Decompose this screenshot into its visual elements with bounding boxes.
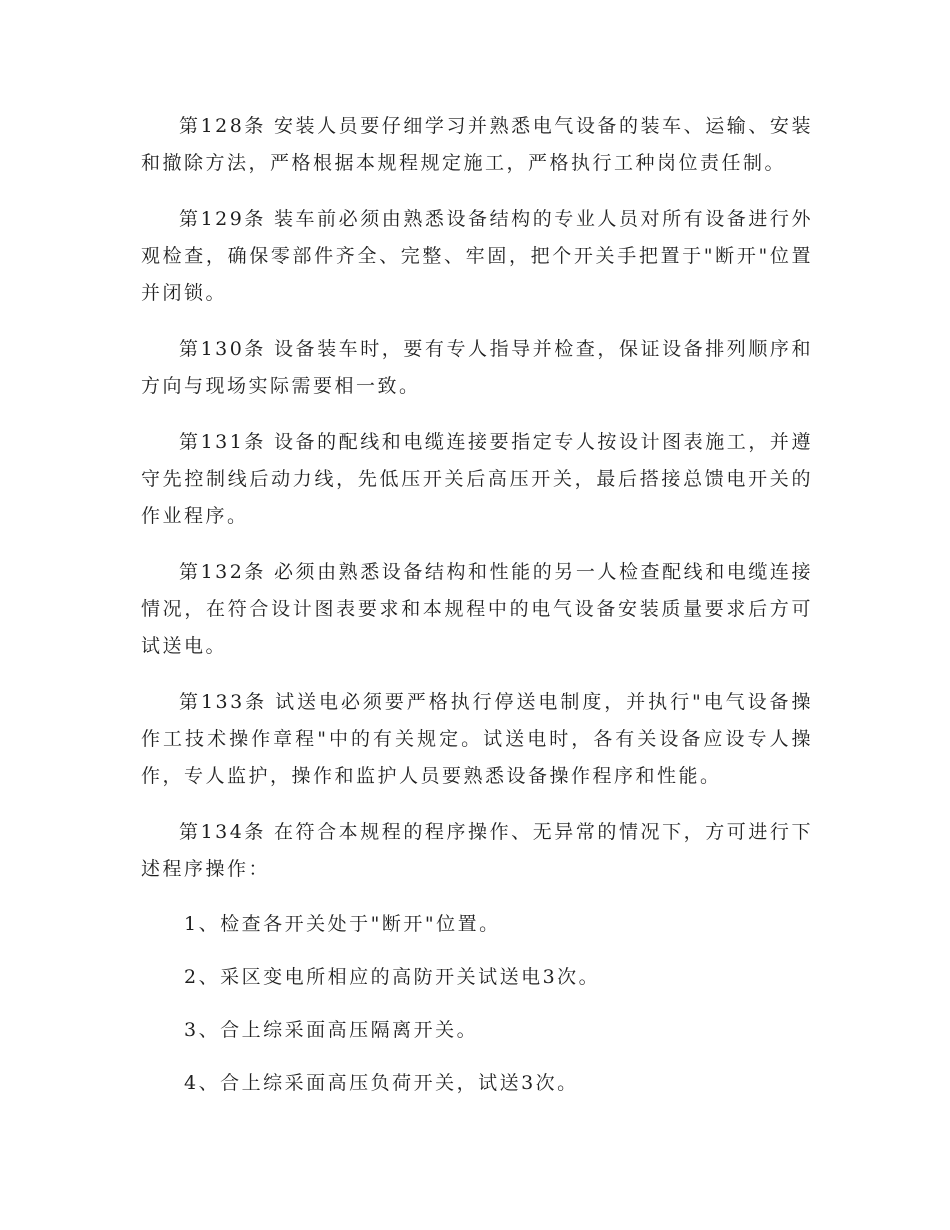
article-paragraph bbox=[141, 201, 813, 312]
article-paragraph bbox=[141, 814, 813, 888]
article-paragraph bbox=[141, 424, 813, 535]
article-paragraph bbox=[141, 108, 813, 182]
article-text: 安装人员要仔细学习并熟悉电气设备的装车、运输、安装和撤除方法，严格根据本规程规定施工，严格执行工种岗位责任制。 bbox=[141, 115, 813, 174]
article-paragraph bbox=[141, 554, 813, 665]
article-paragraph bbox=[141, 331, 813, 405]
document-body bbox=[141, 108, 813, 1119]
article-number: 第129条 bbox=[179, 208, 266, 230]
procedure-step: 1、检查各开关处于"断开"位置。 bbox=[184, 913, 501, 935]
article-text: 设备的配线和电缆连接要指定专人按设计图表施工，并遵守先控制线后动力线，先低压开关后高压开关，最后搭接总馈电开关的作业程序。 bbox=[141, 431, 813, 527]
procedure-step: 4、合上综采面高压负荷开关，试送3次。 bbox=[184, 1072, 579, 1094]
article-text: 在符合本规程的程序操作、无异常的情况下，方可进行下述程序操作： bbox=[141, 821, 813, 880]
article-text: 装车前必须由熟悉设备结构的专业人员对所有设备进行外观检查，确保零部件齐全、完整、牢固，把个开关手把置于"断开"位置并闭锁。 bbox=[141, 208, 813, 304]
article-number: 第132条 bbox=[179, 561, 266, 583]
article-number: 第131条 bbox=[179, 431, 266, 453]
procedure-step: 2、采区变电所相应的高防开关试送电3次。 bbox=[184, 966, 601, 988]
article-text: 试送电必须要严格执行停送电制度，并执行"电气设备操作工技术操作章程"中的有关规定。试送电时，各有关设备应设专人操作，专人监护，操作和监护人员要熟悉设备操作程序和性能。 bbox=[141, 691, 814, 787]
article-number: 第128条 bbox=[179, 115, 266, 137]
article-number: 第134条 bbox=[179, 821, 266, 843]
procedure-step: 3、合上综采面高压隔离开关。 bbox=[184, 1019, 479, 1041]
article-paragraph bbox=[141, 684, 813, 795]
article-number: 第133条 bbox=[179, 691, 268, 713]
article-number: 第130条 bbox=[179, 338, 266, 360]
article-text: 设备装车时，要有专人指导并检查，保证设备排列顺序和方向与现场实际需要相一致。 bbox=[141, 338, 813, 397]
article-text: 必须由熟悉设备结构和性能的另一人检查配线和电缆连接情况，在符合设计图表要求和本规程中的电气设备安装质量要求后方可试送电。 bbox=[141, 561, 813, 657]
